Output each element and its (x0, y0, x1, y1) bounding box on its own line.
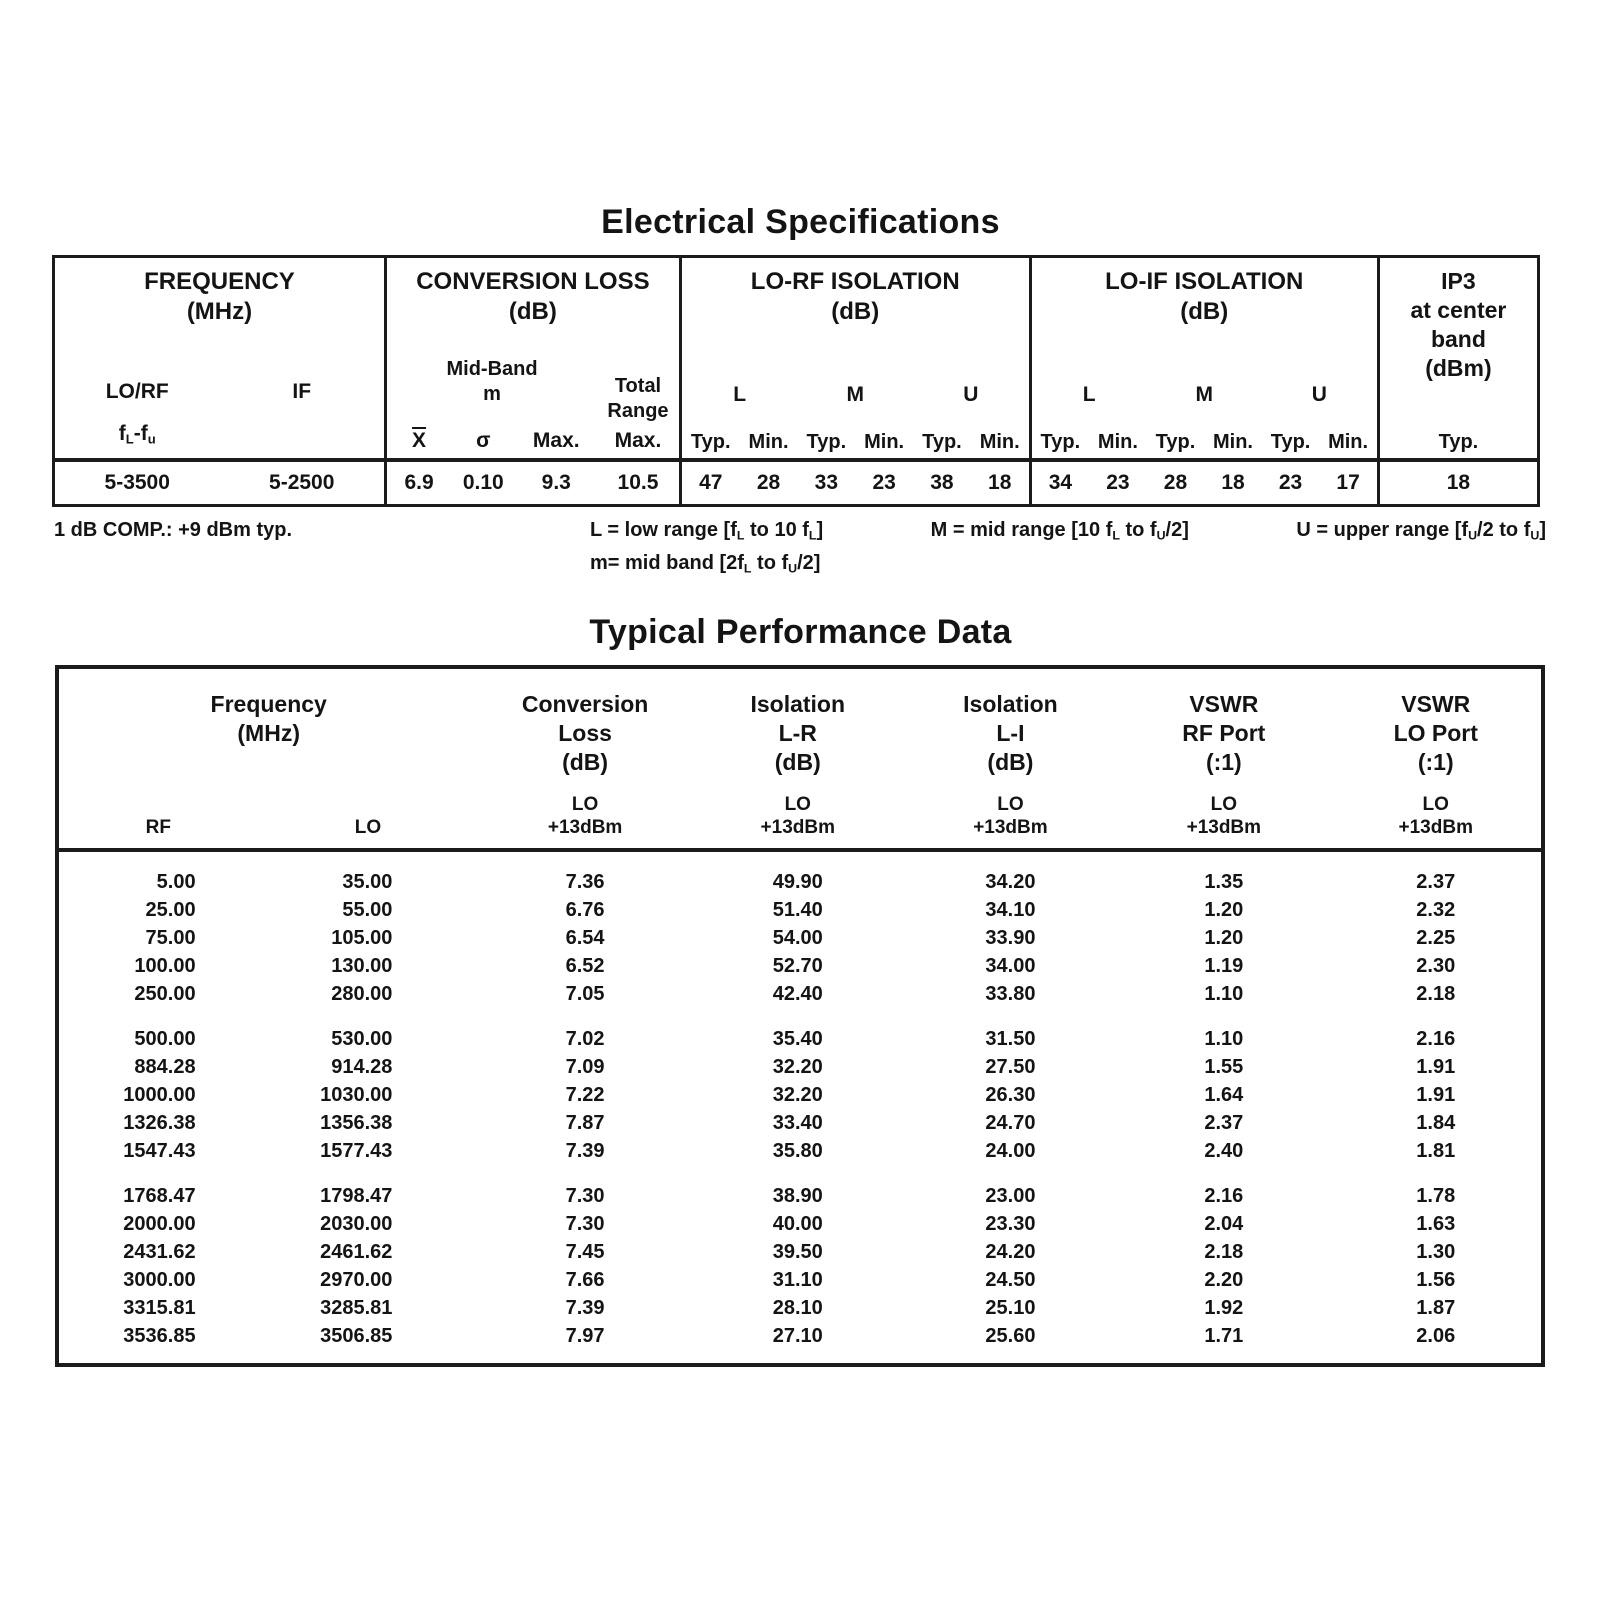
vswr-rf-cell: 1.55 (1204, 1055, 1244, 1078)
lo-if-isolation-header (1032, 258, 1377, 458)
conversion-loss-cell: 7.02 (565, 1027, 605, 1050)
ip3-title-line1: IP3 (1441, 268, 1476, 294)
frequency-unit: (MHz) (186, 298, 253, 325)
lo-rf-isolation-title-text: LO-RF ISOLATION (750, 268, 960, 295)
rf-frequency-cell: 250.00 (134, 982, 196, 1005)
table-row (59, 1294, 1541, 1322)
lo-drive-line2: +13dBm (760, 816, 835, 838)
conversion-loss-cell: 7.39 (565, 1296, 605, 1319)
typ-label: Typ. (1270, 431, 1311, 453)
vswr-lo-header-line1: VSWR (1401, 690, 1471, 717)
spec-section-ip3 (1380, 258, 1537, 504)
typical-performance-table (55, 665, 1545, 1367)
vswr-rf-cell: 2.04 (1204, 1212, 1244, 1235)
lo-frequency-cell: 280.00 (331, 982, 393, 1005)
isolation-li-cell: 31.50 (985, 1027, 1036, 1050)
rf-frequency-cell: 500.00 (134, 1027, 196, 1050)
vswr-lo-cell: 2.18 (1416, 982, 1456, 1005)
lo-drive-line1: LO (571, 793, 599, 815)
lo-if-m-typ-value: 28 (1163, 471, 1188, 494)
isolation-li-cell: 23.30 (985, 1212, 1036, 1235)
conversion-loss-cell: 6.54 (565, 926, 605, 949)
typ-label: Typ. (690, 431, 731, 453)
compression-note: 1 dB COMP.: +9 dBm typ. (54, 519, 293, 541)
spec-footnotes (54, 516, 1546, 583)
vswr-rf-cell: 1.10 (1204, 1027, 1244, 1050)
mean-symbol: $\overline{X}$ (412, 429, 427, 452)
rf-frequency-cell: 3536.85 (123, 1324, 196, 1347)
vswr-rf-cell: 1.20 (1204, 898, 1244, 921)
conversion-loss-cell: 7.09 (565, 1055, 605, 1078)
ip3-typ-label: Typ. (1438, 431, 1479, 453)
rf-sub-header: RF (145, 816, 171, 838)
table-row (59, 1109, 1541, 1137)
isolation-lr-cell: 42.40 (772, 982, 823, 1005)
typ-label: Typ. (922, 431, 962, 453)
lo-drive-line2: +13dBm (1398, 816, 1473, 838)
lo-drive-line1: LO (784, 793, 811, 815)
isolation-li-cell: 34.10 (985, 898, 1036, 921)
vswr-rf-cell: 2.37 (1204, 1111, 1244, 1134)
column-header-conversion-loss (478, 690, 691, 777)
rf-frequency-cell: 3000.00 (123, 1268, 196, 1291)
vswr-lo-cell: 1.30 (1416, 1240, 1456, 1263)
isolation-lr-cell: 33.40 (772, 1111, 823, 1134)
total-range-max-label: Max. (614, 429, 662, 452)
range-legend (590, 516, 1546, 583)
isolation-lr-cell: 31.10 (772, 1268, 823, 1291)
conversion-loss-cell: 7.36 (565, 870, 605, 893)
lo-drive-line2: +13dBm (973, 816, 1048, 838)
lo-frequency-cell: 130.00 (331, 954, 393, 977)
if-frequency-value: 5-2500 (269, 471, 335, 494)
isolation-li-cell: 33.90 (985, 926, 1036, 949)
lo-frequency-cell: 1356.38 (320, 1111, 393, 1134)
lo-drive-condition (904, 793, 1117, 839)
rf-frequency-cell: 2000.00 (123, 1212, 196, 1235)
vswr-rf-header-line2: RF Port (1182, 719, 1266, 746)
table-row (59, 924, 1541, 952)
lo-frequency-cell: 2030.00 (320, 1212, 393, 1235)
conversion-loss-header-line1: Conversion (521, 690, 649, 717)
performance-row-group-3 (59, 1182, 1541, 1350)
isolation-lr-cell: 35.80 (772, 1139, 823, 1162)
rf-frequency-cell: 1547.43 (123, 1139, 196, 1162)
vswr-lo-cell: 1.63 (1416, 1212, 1456, 1235)
table-row (59, 952, 1541, 980)
lo-rf-isolation-header (682, 258, 1029, 458)
performance-table-body (59, 852, 1541, 1363)
table-row (59, 1322, 1541, 1350)
isolation-li-cell: 24.00 (985, 1139, 1036, 1162)
range-label: Range (607, 400, 669, 422)
frequency-subheaders (55, 378, 384, 458)
vswr-lo-header-line3: (:1) (1417, 748, 1454, 775)
table-row (59, 980, 1541, 1008)
lo-frequency-cell: 3285.81 (320, 1296, 393, 1319)
table-row (59, 896, 1541, 924)
vswr-rf-cell: 1.35 (1204, 870, 1244, 893)
rf-frequency-cell: 25.00 (145, 898, 196, 921)
rf-frequency-cell: 100.00 (134, 954, 196, 977)
isolation-li-cell: 24.70 (985, 1111, 1036, 1134)
electrical-specifications-title: Electrical Specifications (601, 203, 1000, 241)
legend-low-range: L = low range [$f_L$ to 10 $f_L$] (590, 519, 824, 543)
rf-frequency-cell: 1000.00 (123, 1083, 196, 1106)
lo-frequency-cell: 1577.43 (320, 1139, 393, 1162)
mid-band-m-label: m (483, 383, 501, 405)
lo-rf-u-typ-value: 38 (930, 471, 954, 494)
vswr-lo-cell: 2.30 (1416, 954, 1456, 977)
column-header-isolation-lr (692, 690, 904, 777)
vswr-rf-cell: 1.71 (1204, 1324, 1244, 1347)
frequency-header-line1: Frequency (210, 690, 327, 717)
lo-if-u-min-value: 17 (1336, 471, 1360, 494)
rf-frequency-cell: 3315.81 (123, 1296, 196, 1319)
spec-section-conversion-loss (387, 258, 682, 504)
min-label: Min. (1328, 431, 1369, 453)
isolation-lr-header-line3: (dB) (774, 748, 821, 775)
band-label-u: U (963, 383, 979, 406)
lo-rf-u-min-value: 18 (988, 471, 1012, 494)
band-label-u: U (1311, 383, 1327, 406)
conversion-loss-cell: 7.30 (565, 1212, 605, 1235)
vswr-lo-cell: 2.37 (1416, 870, 1456, 893)
conversion-loss-cell: 7.97 (565, 1324, 605, 1347)
isolation-lr-cell: 38.90 (772, 1184, 823, 1207)
isolation-li-cell: 25.10 (985, 1296, 1036, 1319)
lo-drive-condition (692, 793, 904, 839)
isolation-lr-cell: 32.20 (772, 1083, 823, 1106)
conversion-loss-cell: 7.45 (565, 1240, 605, 1263)
lo-rf-m-min-value: 23 (872, 471, 896, 494)
lo-if-isolation-subheaders (1032, 382, 1377, 458)
mid-band-group-label (387, 357, 597, 424)
lo-rf-l-typ-value: 47 (699, 471, 723, 494)
isolation-li-cell: 27.50 (985, 1055, 1036, 1078)
band-label-l: L (733, 383, 747, 406)
rf-frequency-cell: 75.00 (145, 926, 196, 949)
legend-mid-range: M = mid range [10 $f_L$ to $f_U/2$] (930, 519, 1189, 543)
conversion-loss-title (387, 267, 679, 327)
lo-drive-condition (1117, 793, 1330, 839)
lo-frequency-cell: 105.00 (331, 926, 393, 949)
conversion-loss-cell: 7.30 (565, 1184, 605, 1207)
vswr-lo-cell: 1.91 (1416, 1055, 1456, 1078)
typical-performance-title: Typical Performance Data (589, 612, 1012, 651)
lo-frequency-cell: 2970.00 (320, 1268, 393, 1291)
legend-upper-range: U = upper range [$f_U/2$ to $f_U$] (1296, 519, 1546, 543)
conversion-loss-cell: 7.39 (565, 1139, 605, 1162)
isolation-li-cell: 34.20 (985, 870, 1036, 893)
conversion-loss-unit: (dB) (508, 298, 557, 325)
lo-if-l-min-value: 23 (1106, 471, 1130, 494)
table-row (59, 1081, 1541, 1109)
lo-if-isolation-title (1032, 267, 1377, 327)
table-row (59, 1266, 1541, 1294)
conversion-loss-sigma-value: 0.10 (462, 471, 504, 494)
conversion-loss-cell: 6.52 (565, 954, 605, 977)
vswr-rf-cell: 2.18 (1204, 1240, 1244, 1263)
isolation-lr-cell: 28.10 (772, 1296, 823, 1319)
vswr-rf-cell: 2.16 (1204, 1184, 1244, 1207)
conversion-loss-mean-value: 6.9 (404, 471, 434, 494)
lo-frequency-cell: 55.00 (342, 898, 393, 921)
lo-if-l-typ-value: 34 (1048, 471, 1073, 494)
frequency-title (55, 267, 384, 327)
vswr-lo-cell: 1.84 (1416, 1111, 1456, 1134)
electrical-specifications-table (52, 255, 1540, 507)
min-label: Min. (979, 431, 1020, 453)
ip3-title-line3: band (1430, 326, 1486, 352)
conversion-loss-cell: 6.76 (565, 898, 605, 921)
min-label: Min. (748, 431, 789, 453)
conversion-loss-cell: 7.22 (565, 1083, 605, 1106)
lo-rf-l-min-value: 28 (756, 471, 781, 494)
column-header-vswr-rf (1117, 690, 1330, 777)
rf-frequency-cell: 2431.62 (123, 1240, 196, 1263)
isolation-lr-header-line1: Isolation (750, 690, 846, 717)
lo-if-isolation-unit: (dB) (1180, 298, 1229, 325)
lo-frequency-cell: 914.28 (331, 1055, 393, 1078)
rf-frequency-cell: 1768.47 (123, 1184, 196, 1207)
table-row (59, 1025, 1541, 1053)
table-row (59, 1210, 1541, 1238)
column-header-isolation-li (904, 690, 1117, 777)
vswr-lo-cell: 2.16 (1416, 1027, 1456, 1050)
if-label: IF (292, 380, 312, 404)
lo-rf-isolation-unit: (dB) (831, 298, 880, 325)
isolation-li-header-line3: (dB) (987, 748, 1034, 775)
min-label: Min. (1097, 431, 1138, 453)
performance-row-group-1 (59, 868, 1541, 1008)
lo-drive-condition (1331, 793, 1541, 839)
isolation-li-cell: 24.20 (985, 1240, 1036, 1263)
spec-section-frequency (55, 258, 387, 504)
isolation-li-cell: 26.30 (985, 1083, 1036, 1106)
total-range-label (597, 374, 679, 424)
rf-frequency-cell: 1326.38 (123, 1111, 196, 1134)
conversion-loss-total-range-max-value: 10.5 (617, 471, 659, 494)
spec-section-lo-if-isolation (1032, 258, 1380, 504)
vswr-rf-header-line1: VSWR (1189, 690, 1259, 717)
vswr-lo-header-line2: LO Port (1393, 719, 1478, 746)
conversion-loss-header-line3: (dB) (562, 748, 609, 775)
isolation-lr-cell: 32.20 (772, 1055, 823, 1078)
lo-if-m-min-value: 18 (1221, 471, 1245, 494)
isolation-lr-cell: 49.90 (772, 870, 823, 893)
vswr-lo-cell: 2.32 (1416, 898, 1456, 921)
band-label-l: L (1082, 383, 1096, 406)
rf-frequency-cell: 884.28 (134, 1055, 196, 1078)
conversion-loss-title-text: CONVERSION LOSS (416, 268, 650, 295)
rf-frequency-cell: 5.00 (156, 870, 196, 893)
vswr-rf-cell: 2.40 (1204, 1139, 1244, 1162)
conversion-loss-header (387, 258, 679, 458)
ip3-title (1380, 267, 1537, 383)
isolation-li-header-line1: Isolation (963, 690, 1058, 717)
isolation-lr-cell: 51.40 (772, 898, 823, 921)
lo-rf-label: LO/RF (105, 380, 169, 404)
isolation-lr-cell: 40.00 (772, 1212, 823, 1235)
typ-label: Typ. (806, 431, 847, 453)
ip3-title-line2: at center (1410, 297, 1507, 323)
isolation-lr-cell: 52.70 (772, 954, 823, 977)
lo-sub-header: LO (354, 816, 382, 838)
lo-drive-line2: +13dBm (547, 816, 623, 838)
lo-frequency-cell: 3506.85 (320, 1324, 393, 1347)
performance-table-header (59, 669, 1541, 852)
min-label: Min. (864, 431, 905, 453)
table-row (59, 1182, 1541, 1210)
ip3-header (1380, 258, 1537, 458)
isolation-li-cell: 23.00 (985, 1184, 1036, 1207)
lo-if-isolation-title-text: LO-IF ISOLATION (1105, 268, 1304, 295)
lo-drive-line1: LO (1210, 793, 1238, 815)
frequency-header (55, 258, 384, 458)
isolation-lr-cell: 35.40 (772, 1027, 823, 1050)
vswr-rf-cell: 1.20 (1204, 926, 1244, 949)
lo-drive-condition (478, 793, 691, 839)
vswr-rf-cell: 1.19 (1204, 954, 1244, 977)
sigma-symbol: σ (476, 429, 491, 452)
lo-drive-line1: LO (997, 793, 1024, 815)
ip3-typ-value: 18 (1446, 471, 1471, 494)
vswr-rf-cell: 1.64 (1204, 1083, 1244, 1106)
frequency-range-label: $f_L-f_u$ (118, 422, 156, 447)
conversion-loss-subheaders (387, 357, 679, 458)
vswr-lo-cell: 1.56 (1416, 1268, 1456, 1291)
isolation-li-cell: 24.50 (985, 1268, 1036, 1291)
conversion-loss-cell: 7.87 (565, 1111, 605, 1134)
legend-mid-band: m= mid band [$2f_L$ to $f_U/2$] (590, 552, 821, 576)
mid-band-label: Mid-Band (446, 358, 538, 380)
vswr-rf-cell: 1.92 (1204, 1296, 1244, 1319)
column-header-vswr-lo (1331, 690, 1541, 777)
typ-label: Typ. (1155, 431, 1196, 453)
table-row (59, 1238, 1541, 1266)
isolation-li-header-line2: L-I (996, 719, 1025, 746)
conversion-loss-cell: 7.05 (565, 982, 605, 1005)
band-label-m: M (846, 383, 864, 406)
vswr-lo-cell: 2.25 (1416, 926, 1456, 949)
vswr-lo-cell: 1.81 (1416, 1139, 1456, 1162)
performance-row-group-2 (59, 1025, 1541, 1165)
isolation-lr-header-line2: L-R (778, 719, 817, 746)
table-row (59, 868, 1541, 896)
ip3-title-line4: (dBm) (1425, 355, 1492, 381)
min-label: Min. (1213, 431, 1253, 453)
lo-rf-frequency-value: 5-3500 (104, 471, 170, 494)
isolation-li-cell: 33.80 (985, 982, 1036, 1005)
conversion-loss-header-line2: Loss (558, 719, 612, 746)
table-row (59, 1137, 1541, 1165)
vswr-rf-header-line3: (:1) (1205, 748, 1242, 775)
isolation-lr-cell: 39.50 (772, 1240, 823, 1263)
lo-frequency-cell: 2461.62 (320, 1240, 393, 1263)
lo-drive-line1: LO (1422, 793, 1449, 815)
spec-section-lo-rf-isolation (682, 258, 1032, 504)
isolation-li-cell: 25.60 (985, 1324, 1036, 1347)
vswr-lo-cell: 2.06 (1416, 1324, 1456, 1347)
lo-rf-isolation-subheaders (682, 382, 1029, 458)
conversion-loss-values-row (387, 458, 679, 504)
total-label: Total (614, 375, 662, 397)
lo-frequency-cell: 1798.47 (320, 1184, 393, 1207)
lo-if-u-typ-value: 23 (1278, 471, 1303, 494)
frequency-title-text: FREQUENCY (144, 268, 295, 295)
if-column-header (219, 378, 383, 455)
table-row (59, 1053, 1541, 1081)
typ-label: Typ. (1040, 431, 1081, 453)
frequency-header-line2: (MHz) (237, 719, 300, 746)
max-label: Max. (532, 429, 580, 452)
ip3-values-row (1380, 458, 1537, 504)
lo-rf-column-header (55, 378, 219, 455)
conversion-loss-cell: 7.66 (565, 1268, 605, 1291)
vswr-lo-cell: 1.91 (1416, 1083, 1456, 1106)
lo-rf-m-typ-value: 33 (814, 471, 839, 494)
band-label-m: M (1195, 383, 1213, 406)
lo-frequency-cell: 35.00 (342, 870, 393, 893)
lo-if-isolation-values-row (1032, 458, 1377, 504)
conversion-loss-max-value: 9.3 (541, 471, 571, 494)
isolation-li-cell: 34.00 (985, 954, 1036, 977)
lo-frequency-cell: 530.00 (331, 1027, 393, 1050)
vswr-lo-cell: 1.87 (1416, 1296, 1456, 1319)
lo-frequency-cell: 1030.00 (320, 1083, 393, 1106)
isolation-lr-cell: 54.00 (772, 926, 823, 949)
vswr-rf-cell: 2.20 (1204, 1268, 1244, 1291)
vswr-lo-cell: 1.78 (1416, 1184, 1456, 1207)
column-header-frequency (59, 690, 478, 777)
vswr-rf-cell: 1.10 (1204, 982, 1244, 1005)
frequency-values-row (55, 458, 384, 504)
lo-rf-isolation-values-row (682, 458, 1029, 504)
lo-drive-line2: +13dBm (1186, 816, 1262, 838)
lo-rf-isolation-title (682, 267, 1029, 327)
isolation-lr-cell: 27.10 (772, 1324, 823, 1347)
